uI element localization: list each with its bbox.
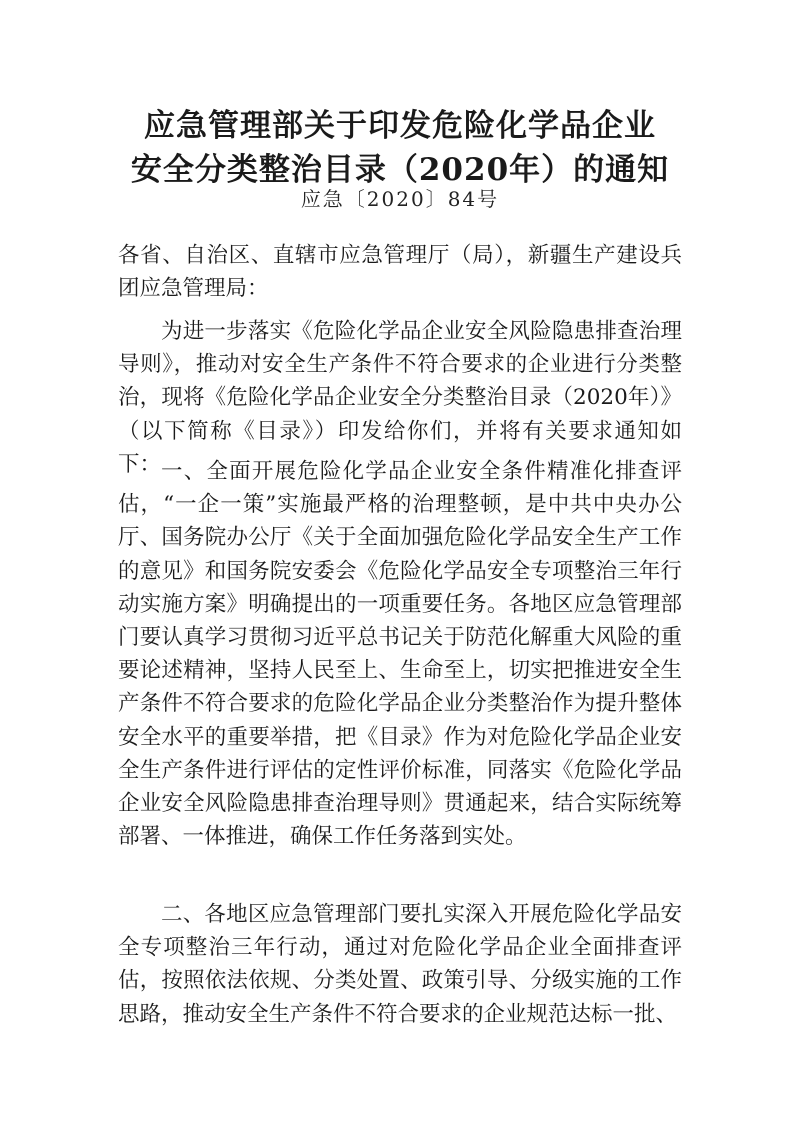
document-title-line-2: 安全分类整治目录（2020年）的通知 <box>130 152 670 188</box>
paragraph-intro: 为进一步落实《危险化学品企业安全风险隐患排查治理导则》，推动对安全生产条件不符合要求的企业进行分类整治，现将《危险化学品企业安全分类整治目录（2020年）》（以下简称《目录》）印发给你们，并将有关要求通知如下： <box>118 319 682 477</box>
document-number: 应急〔2020〕84号 <box>300 187 500 211</box>
addressee: 各省、自治区、直辖市应急管理厅（局），新疆生产建设兵团应急管理局： <box>118 243 682 302</box>
paragraph-section-2: 二、各地区应急管理部门要扎实深入开展危险化学品安全专项整治三年行动，通过对危险化学品企业全面排查评估，按照依法依规、分类处置、政策引导、分级实施的工作思路，推动安全生产条件不符合要求的企业规范达标一批、 <box>118 902 682 1027</box>
paragraph-section-1: 一、全面开展危险化学品企业安全条件精准化排查评估，“一企一策”实施最严格的治理整顿，是中共中央办公厅、国务院办公厅《关于全面加强危险化学品安全生产工作的意见》和国务院安委会《危险化学品安全专项整治三年行动实施方案》明确提出的一项重要任务。各地区应急管理部门要认真学习贯彻习近平总书记关于防范化解重大风险的重要论述精神，坚持人民至上、生命至上，切实把推进安全生产条件不符合要求的危险化学品企业分类整治作为提升整体安全水平的重要举措，把《目录》作为对危险化学品企业安全生产条件进行评估的定性评价标准，同落实《危险化学品企业安全风险隐患排查治理导则》贯通起来，结合实际统筹部署、一体推进，确保工作任务落到实处。 <box>118 459 682 850</box>
document-title-line-1: 应急管理部关于印发危险化学品企业 <box>144 108 656 144</box>
